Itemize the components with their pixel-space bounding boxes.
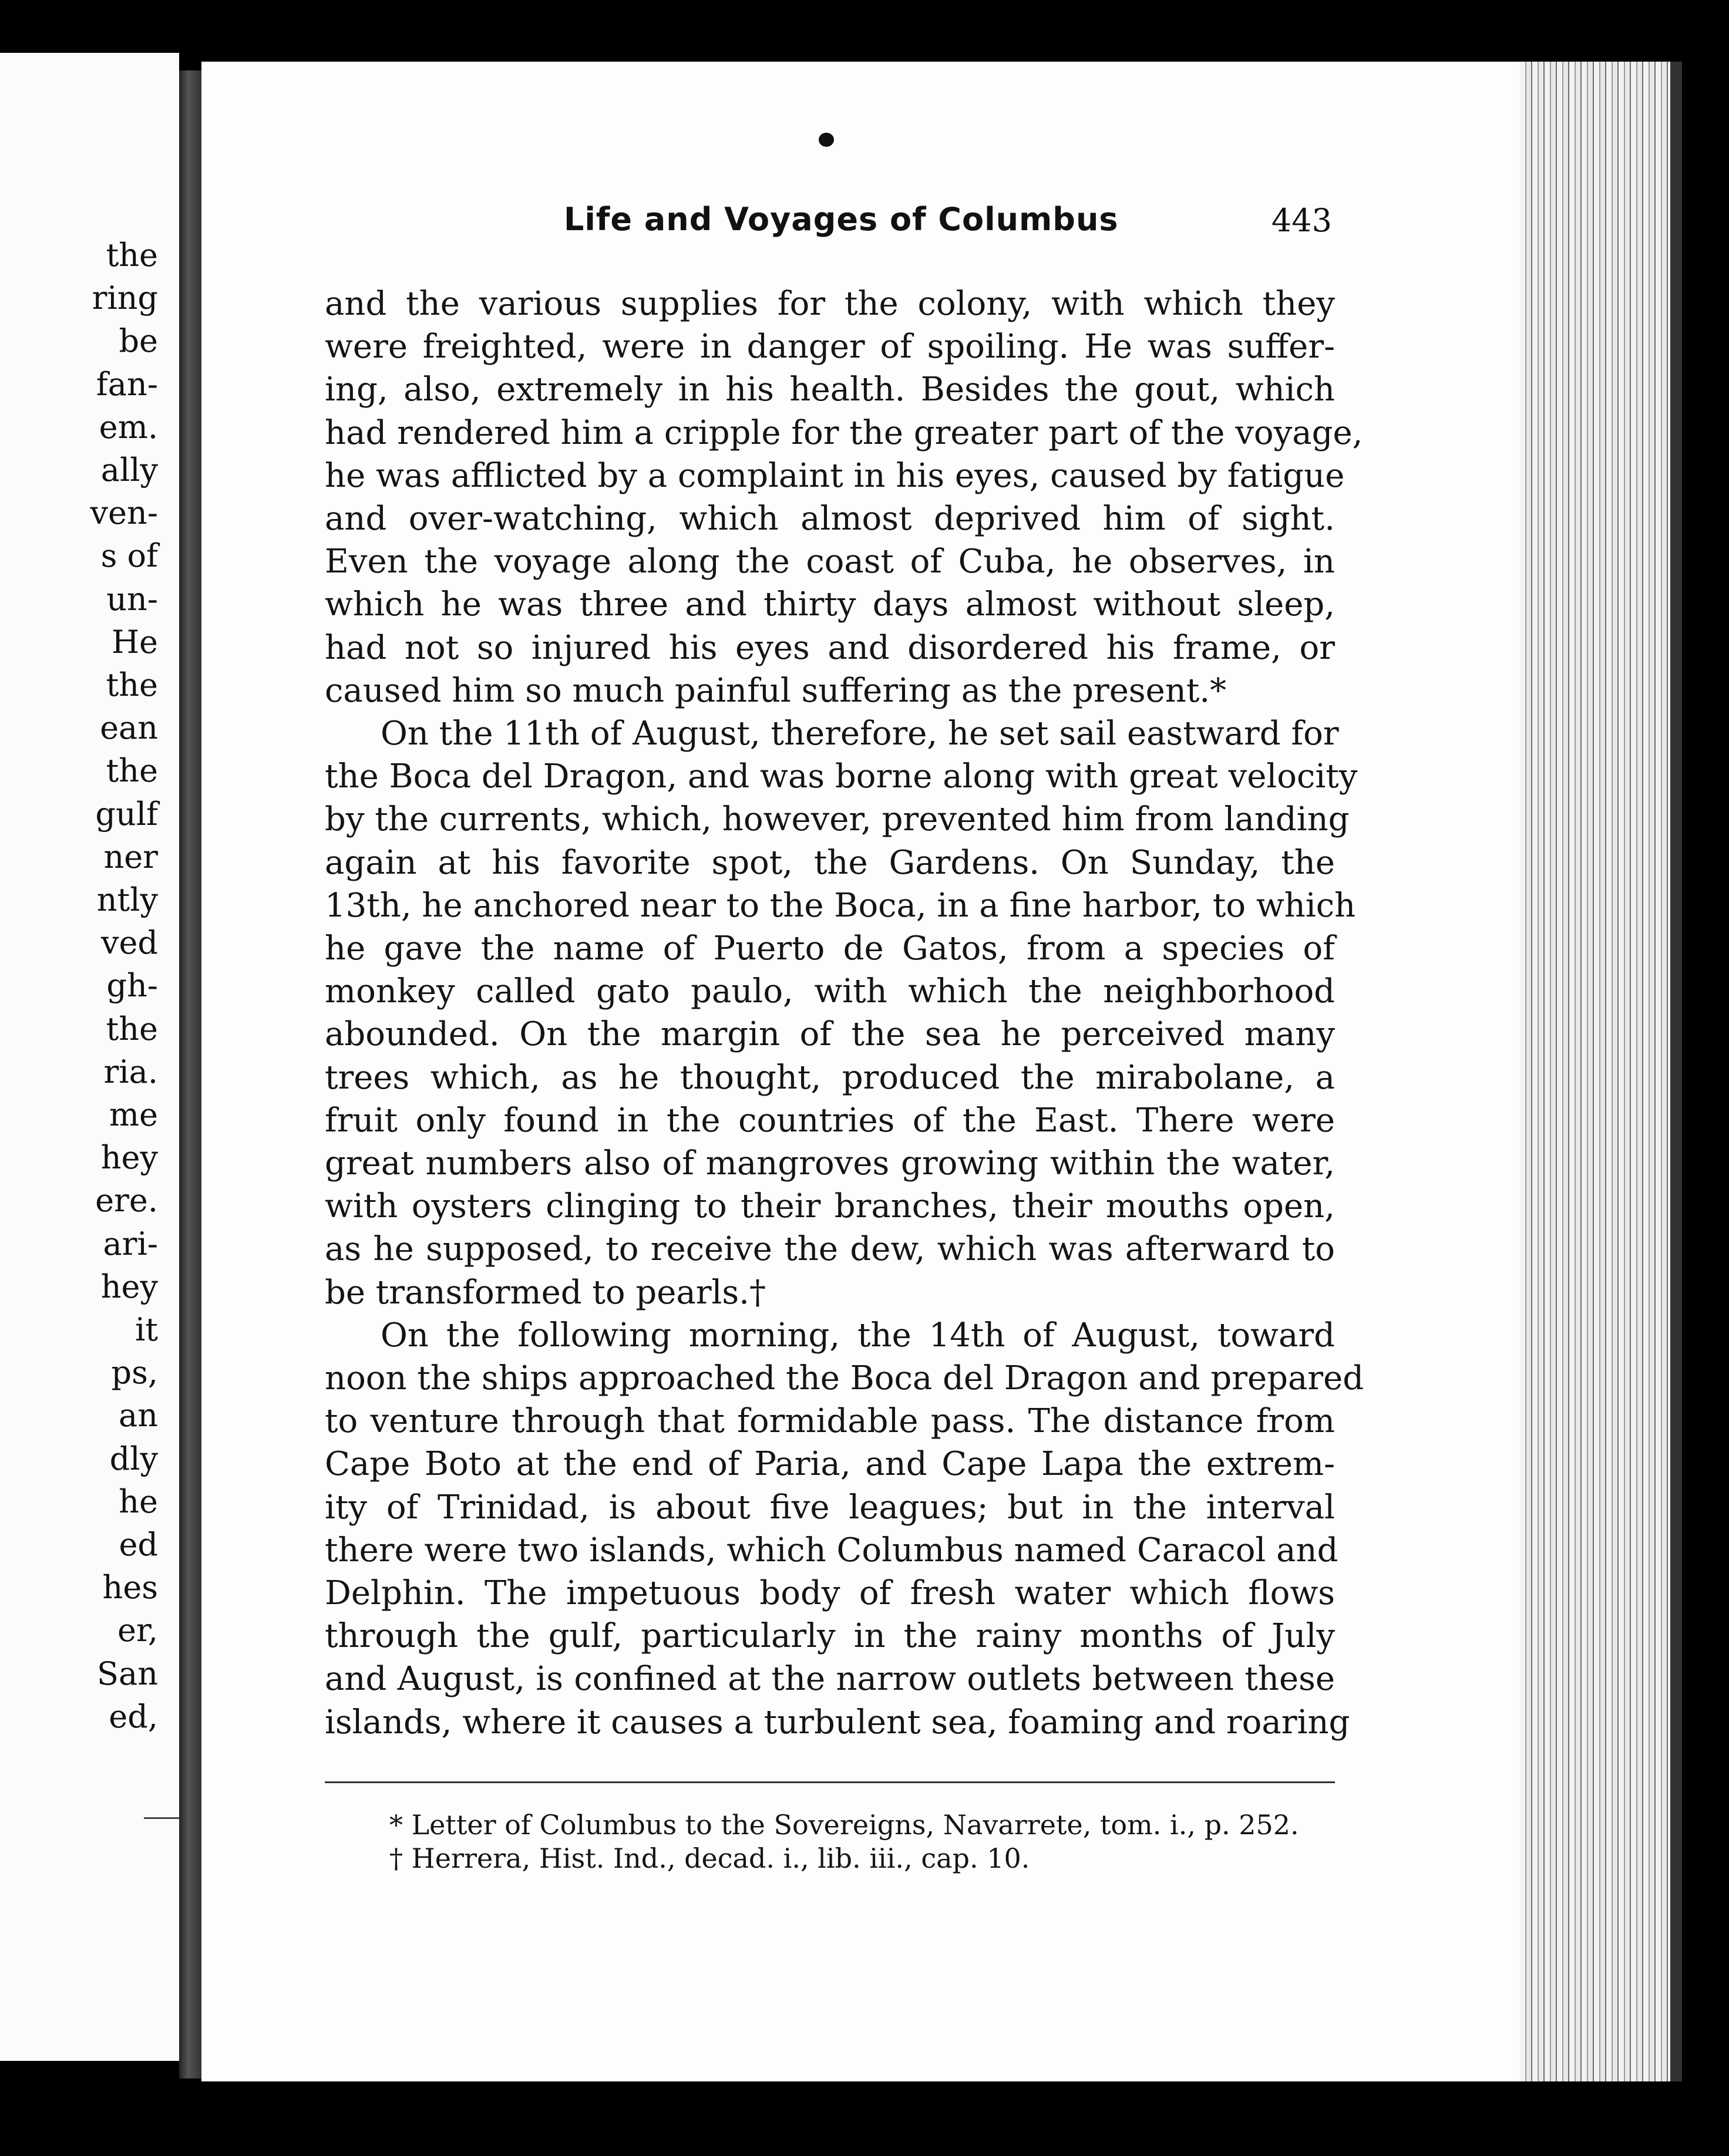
body-line: On the 11th of August, therefore, he set sail eastward for (381, 715, 1339, 753)
body-line: abounded. On the margin of the sea he perceived many (325, 1015, 1335, 1053)
left-page-fragment: ven- (90, 494, 158, 531)
left-page-fragment: gulf (95, 796, 158, 833)
left-page-fragment: be (119, 322, 158, 359)
left-page-fragment: dly (109, 1440, 158, 1477)
left-page-fragment: ner (103, 838, 158, 875)
left-page-fragment: ntly (96, 881, 158, 918)
body-line: which he was three and thirty days almost without sleep, (325, 585, 1335, 624)
left-page-fragment: ved (100, 924, 158, 961)
left-page-fragment: ed (119, 1526, 158, 1563)
left-page-rule (144, 1817, 179, 1819)
body-line: noon the ships approached the Boca del Dragon and prepared (325, 1359, 1364, 1397)
footnote: † Herrera, Hist. Ind., decad. i., lib. iii., cap. 10. (389, 1842, 1030, 1874)
left-facing-page (0, 53, 179, 2061)
body-line: islands, where it causes a turbulent sea, foaming and roaring (325, 1703, 1350, 1741)
body-line: and over-watching, which almost deprived him of sight. (325, 500, 1335, 538)
body-line: 13th, he anchored near to the Boca, in a fine harbor, to which (325, 887, 1356, 925)
body-line: trees which, as he thought, produced the mirabolane, a (325, 1059, 1335, 1097)
left-page-fragment: ring (92, 279, 158, 316)
book-gutter (179, 70, 201, 2078)
body-line: had rendered him a cripple for the greater part of the voyage, (325, 414, 1363, 452)
body-line: by the currents, which, however, prevented him from landing (325, 800, 1350, 838)
body-line: to venture through that formidable pass. The distance from (325, 1402, 1335, 1440)
left-page-fragment: hey (100, 1268, 158, 1305)
left-page-fragment: the (106, 666, 158, 703)
body-line: fruit only found in the countries of the East. There were (325, 1101, 1335, 1140)
body-line: and the various supplies for the colony, with which they (325, 285, 1335, 323)
body-line: monkey called gato paulo, with which the neighborhood (325, 972, 1335, 1010)
body-line: On the following morning, the 14th of August, toward (381, 1316, 1335, 1355)
body-line: he was afflicted by a complaint in his eyes, caused by fatigue (325, 457, 1345, 495)
left-page-fragment: er, (117, 1612, 158, 1649)
body-line: there were two islands, which Columbus named Caracol and (325, 1531, 1338, 1569)
footnote: * Letter of Columbus to the Sovereigns, Navarrete, tom. i., p. 252. (389, 1809, 1299, 1841)
body-line: the Boca del Dragon, and was borne along with great velocity (325, 757, 1358, 796)
left-page-fragment: ere. (95, 1182, 158, 1219)
left-page-fragment: an (119, 1397, 158, 1434)
ink-dot (819, 133, 834, 147)
left-page-fragment: ally (100, 452, 158, 489)
body-line: Cape Boto at the end of Paria, and Cape Lapa the extrem- (325, 1445, 1335, 1483)
body-line: through the gulf, particularly in the rainy months of July (325, 1617, 1335, 1655)
body-line: ing, also, extremely in his health. Besides the gout, which (325, 370, 1335, 409)
body-line: with oysters clinging to their branches, their mouths open, (325, 1187, 1335, 1225)
page-edges-shadow (1670, 62, 1682, 2081)
left-page-fragment: He (111, 624, 158, 661)
left-page-fragment: it (135, 1311, 158, 1348)
body-line: were freighted, were in danger of spoiling. He was suffer- (325, 328, 1335, 366)
left-page-fragment: he (119, 1483, 158, 1520)
page-edges (1520, 62, 1670, 2081)
left-page-fragment: ps, (111, 1354, 158, 1391)
left-page-fragment: ari- (103, 1225, 158, 1262)
left-page-fragment: ria. (103, 1053, 158, 1090)
body-line: had not so injured his eyes and disordered his frame, or (325, 629, 1335, 667)
left-page-fragment: me (109, 1096, 158, 1133)
left-page-fragment: fan- (96, 366, 158, 403)
page-number: 443 (1271, 202, 1332, 239)
left-page-fragment: the (106, 237, 158, 274)
body-line: be transformed to pearls.† (325, 1274, 766, 1312)
footnote-rule (325, 1781, 1335, 1783)
body-line: ity of Trinidad, is about five leagues; but in the interval (325, 1488, 1335, 1527)
body-line: caused him so much painful suffering as the present.* (325, 672, 1227, 710)
left-page-fragment: em. (99, 409, 158, 446)
left-page-fragment: s of (100, 537, 158, 574)
left-page-fragment: ed, (109, 1698, 158, 1735)
left-page-fragment: hey (100, 1139, 158, 1176)
left-page-fragment: hes (102, 1569, 158, 1606)
running-head: Life and Voyages of Columbus (564, 201, 1119, 238)
left-page-fragment: San (97, 1655, 158, 1692)
body-line: Delphin. The impetuous body of fresh water which flows (325, 1574, 1335, 1612)
left-page-fragment: gh- (106, 967, 158, 1004)
body-line: again at his favorite spot, the Gardens. On Sunday, the (325, 844, 1335, 882)
left-page-fragment: ean (100, 709, 158, 746)
body-line: and August, is confined at the narrow outlets between these (325, 1660, 1335, 1698)
body-line: he gave the name of Puerto de Gatos, from a species of (325, 929, 1335, 968)
left-page-fragment: un- (106, 581, 158, 618)
body-line: as he supposed, to receive the dew, which was afterward to (325, 1230, 1335, 1268)
left-page-fragment: the (106, 752, 158, 789)
left-page-fragment: the (106, 1010, 158, 1047)
body-line: Even the voyage along the coast of Cuba, he observes, in (325, 543, 1335, 581)
body-line: great numbers also of mangroves growing within the water, (325, 1144, 1335, 1183)
